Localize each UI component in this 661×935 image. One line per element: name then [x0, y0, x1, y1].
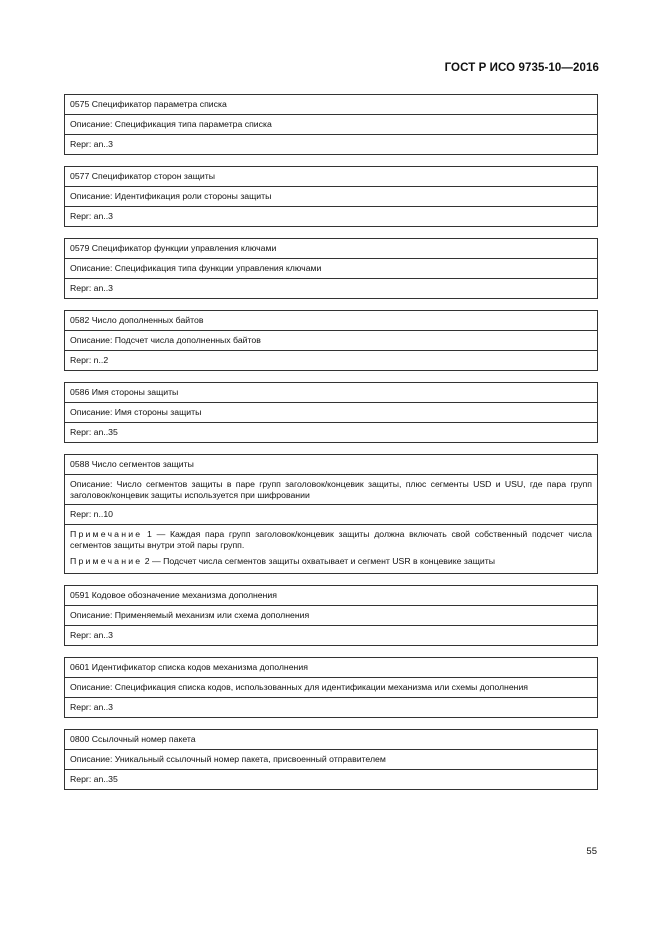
note-text: — Подсчет числа сегментов защиты охватывает и сегмент USR в концевике защиты [149, 556, 495, 566]
element-description: Описание: Идентификация роли стороны защиты [65, 186, 597, 206]
element-title: 0575 Спецификатор параметра списка [70, 99, 227, 109]
element-title: 0591 Кодовое обозначение механизма дополнения [70, 590, 277, 600]
element-repr: Repr: an..3 [65, 278, 597, 298]
page-number: 55 [586, 846, 597, 857]
element-description: Описание: Подсчет числа дополненных байтов [65, 330, 597, 350]
element-title: 0588 Число сегментов защиты [70, 459, 194, 469]
element-title: 0800 Ссылочный номер пакета [70, 734, 196, 744]
document-header: ГОСТ Р ИСО 9735-10—2016 [444, 62, 599, 74]
element-repr: Repr: an..35 [65, 422, 597, 442]
note-label: Примечание [70, 529, 143, 539]
element-repr: Repr: an..3 [65, 206, 597, 226]
data-element-0575 [64, 94, 598, 155]
element-description: Описание: Применяемый механизм или схема дополнения [65, 605, 597, 625]
data-element-0588 [64, 454, 598, 574]
data-element-0591 [64, 585, 598, 646]
element-repr: Repr: n..10 [65, 504, 597, 524]
element-description: Описание: Имя стороны защиты [65, 402, 597, 422]
data-element-0579 [64, 238, 598, 299]
element-title: 0601 Идентификатор списка кодов механизма дополнения [70, 662, 308, 672]
data-element-0800 [64, 729, 598, 790]
element-repr: Repr: an..3 [65, 134, 597, 154]
element-title: 0577 Спецификатор сторон защиты [70, 171, 215, 181]
element-description: Описание: Число сегментов защиты в паре групп заголовок/концевик защиты, плюс сегменты USD и USU, где пара групп заголовок/концевик защиты используется при шифровании [65, 474, 597, 504]
element-notes [65, 524, 597, 573]
element-repr: Repr: an..3 [65, 625, 597, 645]
element-description: Описание: Спецификация типа функции управления ключами [65, 258, 597, 278]
note-1 [65, 525, 597, 553]
element-title: 0586 Имя стороны защиты [70, 387, 179, 397]
element-repr: Repr: an..3 [65, 697, 597, 717]
data-element-0601 [64, 657, 598, 718]
element-repr: Repr: n..2 [65, 350, 597, 370]
element-description: Описание: Спецификация типа параметра списка [65, 114, 597, 134]
element-title: 0579 Спецификатор функции управления ключами [70, 243, 277, 253]
element-repr: Repr: an..35 [65, 769, 597, 789]
element-title: 0582 Число дополненных байтов [70, 315, 204, 325]
data-element-list [64, 94, 598, 801]
element-description: Описание: Уникальный ссылочный номер пакета, присвоенный отправителем [65, 749, 597, 769]
note-text: — Каждая пара групп заголовок/концевик защиты должна включать свой собственный подсчет числа сегментов защиты внутри этой пары групп. [70, 529, 592, 550]
note-2 [65, 553, 597, 571]
data-element-0582 [64, 310, 598, 371]
data-element-0586 [64, 382, 598, 443]
data-element-0577 [64, 166, 598, 227]
note-number: 2 [144, 556, 150, 566]
note-label: Примечание [70, 556, 143, 566]
note-number: 1 [147, 529, 152, 539]
element-description: Описание: Спецификация списка кодов, использованных для идентификации механизма или схемы дополнения [65, 677, 597, 697]
